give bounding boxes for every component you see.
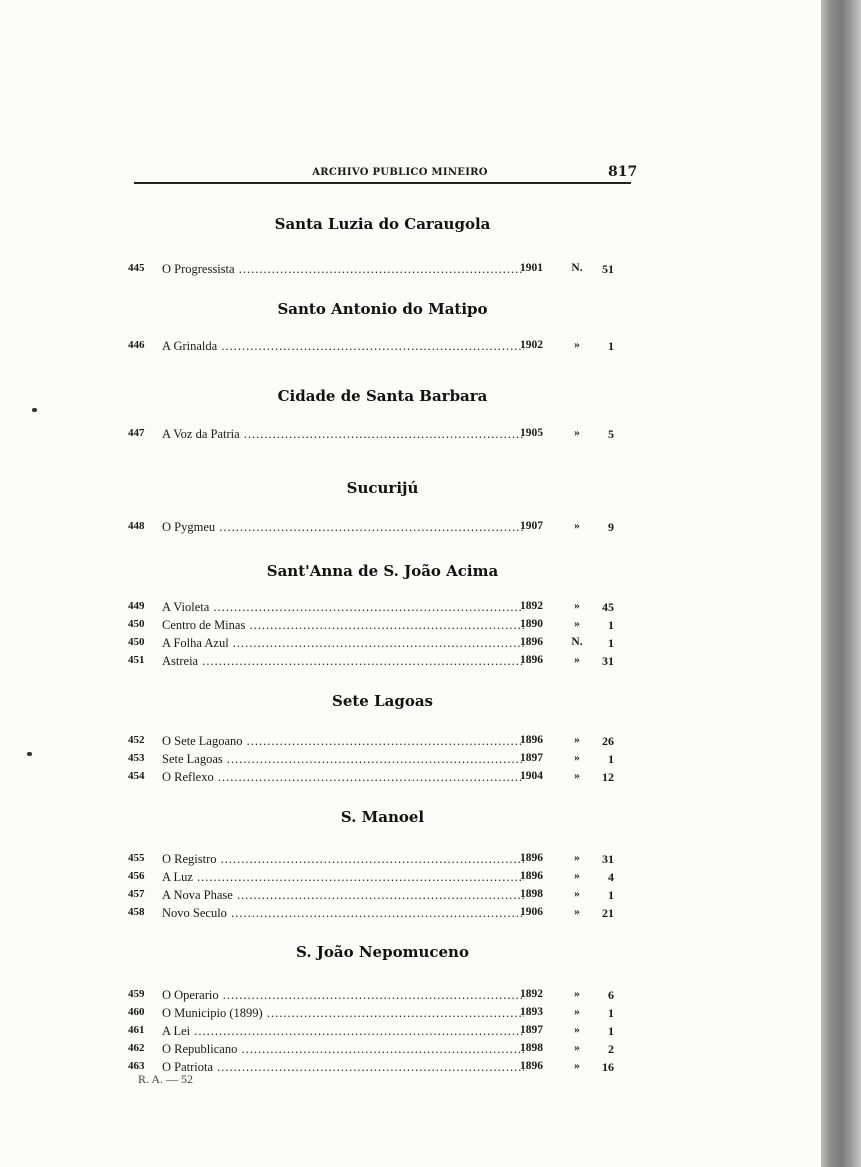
catalog-entry — [128, 1060, 628, 1078]
entry-title: Centro de Minas ..... — [162, 618, 524, 633]
entry-count: 2 — [608, 1042, 614, 1056]
entry-year: 1896 — [520, 636, 543, 648]
entry-title: Astreia ..... — [162, 654, 524, 669]
entry-mark: » — [574, 988, 580, 1000]
entry-count: 1 — [608, 636, 614, 650]
entry-number: 463 — [128, 1060, 145, 1072]
catalog-entry — [128, 636, 628, 654]
catalog-entry — [128, 1024, 628, 1042]
entry-mark: » — [574, 520, 580, 532]
entry-count: 9 — [608, 520, 614, 534]
book-spine-shadow — [821, 0, 861, 1167]
entry-count: 1 — [608, 888, 614, 902]
entry-mark: » — [574, 1060, 580, 1072]
entry-mark: » — [574, 870, 580, 882]
entry-year: 1890 — [520, 618, 543, 630]
section-heading: S. João Nepomuceno — [296, 943, 469, 961]
catalog-entry — [128, 520, 628, 538]
entry-mark: » — [574, 752, 580, 764]
entry-mark: » — [574, 888, 580, 900]
entry-title: O Operario ..... — [162, 988, 524, 1003]
entry-number: 462 — [128, 1042, 145, 1054]
entry-title: O Patriota ..... — [162, 1060, 524, 1075]
entry-year: 1896 — [520, 1060, 543, 1072]
entry-mark: » — [574, 600, 580, 612]
entry-count: 6 — [608, 988, 614, 1002]
entry-count: 4 — [608, 870, 614, 884]
entry-number: 455 — [128, 852, 145, 864]
entry-mark: N. — [571, 262, 583, 274]
entry-title: O Registro ..... — [162, 852, 524, 867]
entry-number: 450 — [128, 618, 145, 630]
page-number: 817 — [608, 164, 638, 180]
entry-number: 458 — [128, 906, 145, 918]
section-heading: Sete Lagoas — [332, 692, 433, 710]
entry-title: O Progressista ..... — [162, 262, 524, 277]
entry-count: 5 — [608, 427, 614, 441]
section-heading: Sant'Anna de S. João Acima — [266, 562, 499, 580]
entry-title: O Pygmeu ..... — [162, 520, 524, 535]
entry-title: A Folha Azul ..... — [162, 636, 524, 651]
entry-count: 1 — [608, 618, 614, 632]
entry-mark: » — [574, 339, 580, 351]
entry-year: 1897 — [520, 1024, 543, 1036]
entry-year: 1898 — [520, 888, 543, 900]
entry-count: 31 — [602, 852, 614, 866]
section-heading: Santo Antonio do Matipo — [277, 300, 488, 318]
entry-year: 1905 — [520, 427, 543, 439]
entry-year: 1896 — [520, 654, 543, 666]
entry-number: 454 — [128, 770, 145, 782]
entry-number: 456 — [128, 870, 145, 882]
catalog-entry — [128, 339, 628, 357]
entry-year: 1893 — [520, 1006, 543, 1018]
entry-number: 453 — [128, 752, 145, 764]
entry-year: 1901 — [520, 262, 543, 274]
entry-number: 457 — [128, 888, 145, 900]
entry-year: 1892 — [520, 988, 543, 1000]
catalog-entry — [128, 852, 628, 870]
entry-title: O Municipio (1899) ..... — [162, 1006, 524, 1021]
catalog-entry — [128, 600, 628, 618]
entry-title: A Lei ..... — [162, 1024, 524, 1039]
entry-number: 447 — [128, 427, 145, 439]
catalog-entry — [128, 752, 628, 770]
entry-number: 446 — [128, 339, 145, 351]
catalog-entry — [128, 1042, 628, 1060]
entry-title: A Grinalda ..... — [162, 339, 524, 354]
entry-title: Sete Lagoas ..... — [162, 752, 524, 767]
entry-mark: » — [574, 1024, 580, 1036]
entry-number: 459 — [128, 988, 145, 1000]
entry-count: 16 — [602, 1060, 614, 1074]
entry-count: 1 — [608, 1024, 614, 1038]
entry-title: O Sete Lagoano ..... — [162, 734, 524, 749]
header-rule — [134, 182, 631, 184]
entry-title: A Luz ..... — [162, 870, 524, 885]
entry-count: 45 — [602, 600, 614, 614]
entry-number: 445 — [128, 262, 145, 274]
entry-count: 26 — [602, 734, 614, 748]
entry-mark: » — [574, 770, 580, 782]
entry-year: 1897 — [520, 752, 543, 764]
entry-number: 450 — [128, 636, 145, 648]
catalog-entry — [128, 906, 628, 924]
section-heading: Santa Luzia do Caraugola — [274, 215, 491, 233]
entry-count: 1 — [608, 339, 614, 353]
entry-count: 12 — [602, 770, 614, 784]
entry-year: 1898 — [520, 1042, 543, 1054]
entry-year: 1896 — [520, 734, 543, 746]
entry-title: A Nova Phase ..... — [162, 888, 524, 903]
entry-mark: » — [574, 654, 580, 666]
entry-number: 460 — [128, 1006, 145, 1018]
entry-title: Novo Seculo ..... — [162, 906, 524, 921]
signature-mark: R. A. — 52 — [138, 1072, 194, 1086]
entry-count: 1 — [608, 1006, 614, 1020]
entry-year: 1902 — [520, 339, 543, 351]
entry-mark: » — [574, 1006, 580, 1018]
section-heading: Sucurijú — [346, 479, 419, 497]
entry-mark: » — [574, 427, 580, 439]
catalog-entry — [128, 654, 628, 672]
entry-mark: » — [574, 734, 580, 746]
entry-year: 1907 — [520, 520, 543, 532]
catalog-entry — [128, 618, 628, 636]
catalog-entry — [128, 870, 628, 888]
entry-number: 448 — [128, 520, 145, 532]
section-heading: Cidade de Santa Barbara — [277, 387, 488, 405]
entry-year: 1896 — [520, 852, 543, 864]
entry-mark: » — [574, 1042, 580, 1054]
margin-speck — [32, 408, 37, 412]
entry-title: O Republicano ..... — [162, 1042, 524, 1057]
entry-mark: » — [574, 906, 580, 918]
entry-mark: » — [574, 618, 580, 630]
margin-speck — [27, 752, 32, 756]
entry-title: A Voz da Patria ..... — [162, 427, 524, 442]
entry-year: 1892 — [520, 600, 543, 612]
catalog-entry — [128, 734, 628, 752]
catalog-entry — [128, 1006, 628, 1024]
entry-count: 51 — [602, 262, 614, 276]
entry-year: 1906 — [520, 906, 543, 918]
running-title: ARCHIVO PUBLICO MINEIRO — [312, 167, 488, 178]
entry-mark: N. — [571, 636, 583, 648]
entry-year: 1904 — [520, 770, 543, 782]
entry-count: 21 — [602, 906, 614, 920]
entry-title: A Violeta ..... — [162, 600, 524, 615]
entry-number: 451 — [128, 654, 145, 666]
entry-year: 1896 — [520, 870, 543, 882]
catalog-entry — [128, 427, 628, 445]
section-heading: S. Manoel — [340, 808, 425, 826]
entry-number: 449 — [128, 600, 145, 612]
catalog-entry — [128, 262, 628, 280]
entry-count: 31 — [602, 654, 614, 668]
entry-mark: » — [574, 852, 580, 864]
entry-count: 1 — [608, 752, 614, 766]
entry-number: 452 — [128, 734, 145, 746]
catalog-entry — [128, 988, 628, 1006]
catalog-entry — [128, 770, 628, 788]
catalog-entry — [128, 888, 628, 906]
entry-number: 461 — [128, 1024, 145, 1036]
entry-title: O Reflexo ..... — [162, 770, 524, 785]
